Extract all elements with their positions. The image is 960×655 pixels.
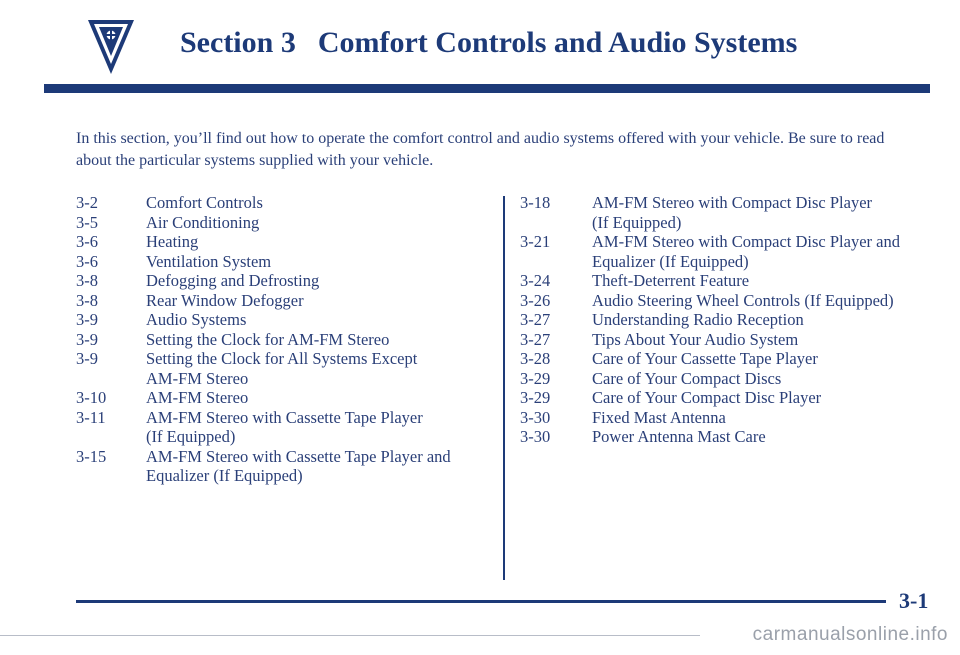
watermark: carmanualsonline.info xyxy=(752,624,948,645)
toc-entry-line: Fixed Mast Antenna xyxy=(592,407,726,427)
toc-entry-title xyxy=(592,330,950,350)
toc-entry xyxy=(76,330,496,350)
toc-entry-title xyxy=(592,291,950,311)
page-title xyxy=(180,26,797,60)
toc-entry-line: Theft-Deterrent Feature xyxy=(592,271,750,290)
toc-entry xyxy=(76,388,496,408)
toc-page-ref: 3-27 xyxy=(520,310,551,329)
bottom-line xyxy=(0,635,700,636)
toc-page-ref: 3-28 xyxy=(520,349,551,368)
toc-entry-title xyxy=(146,310,496,330)
toc-page-ref: 3-10 xyxy=(76,388,107,407)
toc-page-ref: 3-29 xyxy=(520,388,551,407)
toc-entry-title xyxy=(592,310,950,330)
footer-rule xyxy=(76,600,886,603)
toc-page-ref: 3-8 xyxy=(76,271,98,290)
toc-entry xyxy=(76,213,496,233)
toc-entry-line: Defogging and Defrosting xyxy=(146,271,320,290)
toc-page-ref: 3-29 xyxy=(520,368,551,388)
toc-entry xyxy=(520,271,950,291)
toc-entry-title xyxy=(146,330,496,350)
toc-entry-title xyxy=(592,232,950,271)
toc-entry-line: Ventilation System xyxy=(146,251,272,271)
toc-entry xyxy=(76,310,496,330)
toc-entry xyxy=(520,232,950,271)
toc-page-ref: 3-5 xyxy=(76,212,98,232)
toc-page-ref: 3-11 xyxy=(76,407,106,427)
toc-page-ref: 3-21 xyxy=(520,232,551,251)
toc-entry-line: Care of Your Compact Discs xyxy=(592,368,782,388)
toc-entry-title xyxy=(146,408,496,447)
toc-entry-title xyxy=(146,447,496,486)
toc-entry-line: Care of Your Cassette Tape Player xyxy=(592,349,818,368)
toc-page-ref: 3-9 xyxy=(76,329,98,349)
toc-entry-line: Equalizer (If Equipped) xyxy=(592,251,749,271)
section-number: Section 3 xyxy=(180,26,296,59)
toc-page-ref: 3-9 xyxy=(76,310,98,329)
intro-paragraph: In this section, you’ll find out how to operate the comfort control and audio systems offered with your vehicle. Be sure to read about the particular systems supplied with your vehicle. xyxy=(76,130,885,169)
toc-entry xyxy=(76,232,496,252)
toc-entry-line: (If Equipped) xyxy=(592,212,682,232)
toc-entry xyxy=(520,369,950,389)
toc-entry-title xyxy=(592,193,950,232)
toc-entry xyxy=(76,291,496,311)
toc-entry-line: AM-FM Stereo with Compact Disc Player xyxy=(592,193,873,212)
toc-page-ref: 3-8 xyxy=(76,290,98,310)
toc-entry xyxy=(520,193,950,232)
toc-entry-line: (If Equipped) xyxy=(146,427,236,446)
toc-page-ref: 3-6 xyxy=(76,251,98,271)
toc-entry xyxy=(76,349,496,388)
toc-right-column xyxy=(520,193,950,447)
toc-entry-line: Air Conditioning xyxy=(146,212,260,232)
toc-entry-line: Equalizer (If Equipped) xyxy=(146,466,303,485)
toc-page-ref: 3-24 xyxy=(520,271,551,290)
toc-left-column xyxy=(76,193,496,486)
toc-entry xyxy=(76,447,496,486)
toc-entry xyxy=(520,388,950,408)
toc-page-ref: 3-9 xyxy=(76,349,98,368)
toc-entry-line: Understanding Radio Reception xyxy=(592,310,804,329)
toc-entry xyxy=(520,408,950,428)
toc-entry-line: AM-FM Stereo xyxy=(146,368,249,388)
toc-entry-line: Setting the Clock for AM-FM Stereo xyxy=(146,329,390,349)
toc-page-ref: 3-2 xyxy=(76,193,98,212)
toc-entry xyxy=(520,291,950,311)
toc-entry xyxy=(520,330,950,350)
toc-entry-line: Rear Window Defogger xyxy=(146,290,304,310)
arrowhead-emblem-icon xyxy=(86,18,136,76)
toc-page-ref: 3-30 xyxy=(520,427,551,446)
toc-entry-line: AM-FM Stereo with Cassette Tape Player and xyxy=(146,446,451,466)
toc-entry-title xyxy=(146,193,496,213)
toc-entry-line: Heating xyxy=(146,232,199,251)
toc-entry xyxy=(76,193,496,213)
toc-page-ref: 3-6 xyxy=(76,232,98,251)
toc-entry xyxy=(520,349,950,369)
toc-entry xyxy=(520,427,950,447)
toc-entry-title xyxy=(146,271,496,291)
title-rule xyxy=(44,84,930,93)
toc-entry-title xyxy=(592,408,950,428)
toc-entry-line: Care of Your Compact Disc Player xyxy=(592,388,822,407)
toc-entry xyxy=(76,271,496,291)
toc-entry-title xyxy=(592,427,950,447)
toc-page-ref: 3-15 xyxy=(76,446,107,466)
toc-entry-line: Tips About Your Audio System xyxy=(592,329,799,349)
page-number: 3-1 xyxy=(899,588,929,613)
toc-entry-title xyxy=(592,349,950,369)
toc-entry-line: Power Antenna Mast Care xyxy=(592,427,766,446)
toc-page-ref: 3-18 xyxy=(520,193,551,212)
toc-page-ref: 3-27 xyxy=(520,329,551,349)
toc-entry-line: Audio Systems xyxy=(146,310,247,329)
toc-entry-title xyxy=(592,271,950,291)
toc-entry-line: Setting the Clock for All Systems Except xyxy=(146,349,418,368)
toc-page-ref: 3-30 xyxy=(520,407,551,427)
toc-entry-title xyxy=(146,291,496,311)
toc-entry xyxy=(76,252,496,272)
toc-entry-title xyxy=(592,388,950,408)
section-title-text: Comfort Controls and Audio Systems xyxy=(317,26,798,59)
toc-entry xyxy=(76,408,496,447)
toc-entry-line: Comfort Controls xyxy=(146,193,263,212)
toc-page-ref: 3-26 xyxy=(520,290,551,310)
toc-entry-line: AM-FM Stereo with Cassette Tape Player xyxy=(146,407,423,427)
toc-entry xyxy=(520,310,950,330)
column-divider xyxy=(503,196,505,580)
toc-entry-title xyxy=(146,349,496,388)
toc-entry-line: AM-FM Stereo xyxy=(146,388,249,407)
toc-entry-title xyxy=(146,232,496,252)
toc-entry-title xyxy=(146,388,496,408)
toc-entry-title xyxy=(592,369,950,389)
toc-entry-line: Audio Steering Wheel Controls (If Equipped) xyxy=(592,290,894,310)
toc-entry-line: AM-FM Stereo with Compact Disc Player and xyxy=(592,232,900,251)
toc-entry-title xyxy=(146,213,496,233)
toc-entry-title xyxy=(146,252,496,272)
